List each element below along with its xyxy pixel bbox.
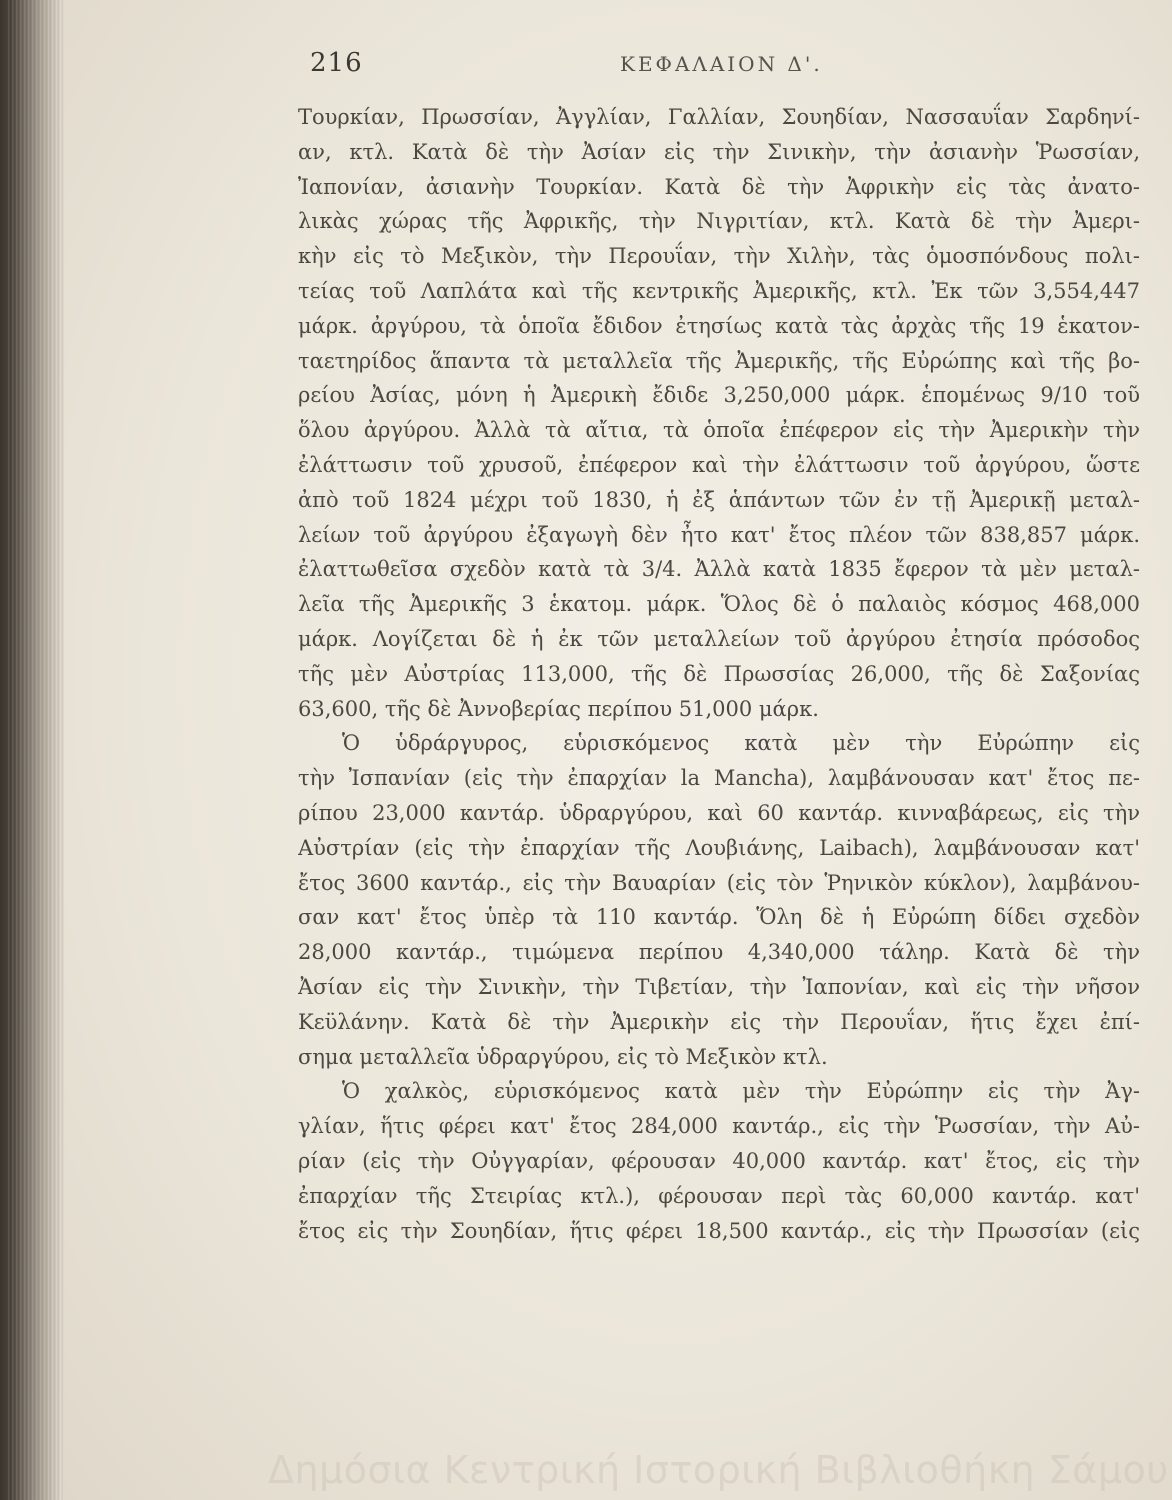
text-line: ἀπὸ τοῦ 1824 μέχρι τοῦ 1830, ἡ ἐξ ἁπάντων τῶν ἐν τῇ Ἀμερικῇ μεταλ- xyxy=(298,487,1140,512)
text-line: Κεϋλάνην. Κατὰ δὲ τὴν Ἀμερικὴν εἰς τὴν Περουΐαν, ἥτις ἔχει ἐπί- xyxy=(298,1009,1140,1034)
text-line: ρίαν (εἰς τὴν Οὐγγαρίαν, φέρουσαν 40,000 καντάρ. κατ' ἔτος, εἰς τὴν xyxy=(298,1148,1140,1173)
text-line: 63,600, τῆς δὲ Ἀννοβερίας περίπου 51,000 μάρκ. xyxy=(298,696,819,721)
text-line: αν, κτλ. Κατὰ δὲ τὴν Ἀσίαν εἰς τὴν Σινικὴν, τὴν ἀσιανὴν Ῥωσσίαν, xyxy=(298,139,1140,164)
text-line: λεῖα τῆς Ἀμερικῆς 3 ἑκατομ. μάρκ. Ὅλος δὲ ὁ παλαιὸς κόσμος 468,000 xyxy=(298,592,1140,617)
text-line: Ὁ ὑδράργυρος, εὑρισκόμενος κατὰ μὲν τὴν Εὐρώπην εἰς xyxy=(342,731,1140,756)
library-watermark: Δημόσια Κεντρική Ιστορική Βιβλιοθήκη Σάμου xyxy=(268,1448,1169,1492)
text-line: κὴν εἰς τὸ Μεξικὸν, τὴν Περουΐαν, τὴν Χιλὴν, τὰς ὁμοσπόνδους πολι- xyxy=(298,244,1140,269)
text-line: ἐλαττωθεῖσα σχεδὸν κατὰ τὰ 3/4. Ἀλλὰ κατὰ 1835 ἔφερον τὰ μὲν μεταλ- xyxy=(298,557,1140,582)
text-line: σαν κατ' ἔτος ὑπὲρ τὰ 110 καντάρ. Ὅλη δὲ ἡ Εὐρώπη δίδει σχεδὸν xyxy=(298,905,1140,930)
running-head: ΚΕΦΑΛΑΙΟΝ Δ'. xyxy=(620,52,823,76)
page-edges xyxy=(8,0,64,1500)
text-line: 28,000 καντάρ., τιμώμενα περίπου 4,340,000 τάληρ. Κατὰ δὲ τὴν xyxy=(298,940,1140,965)
text-line: ὅλου ἀργύρου. Ἀλλὰ τὰ αἴτια, τὰ ὁποῖα ἐπέφερον εἰς τὴν Ἀμερικὴν τὴν xyxy=(298,418,1140,443)
text-line: τὴν Ἰσπανίαν (εἰς τὴν ἐπαρχίαν la Mancha), λαμβάνουσαν κατ' ἔτος πε- xyxy=(298,766,1140,791)
text-line: Αὐστρίαν (εἰς τὴν ἐπαρχίαν τῆς Λουβιάνης, Laibach), λαμβάνουσαν κατ' xyxy=(298,835,1140,860)
text-line: Ἀσίαν εἰς τὴν Σινικὴν, τὴν Τιβετίαν, τὴν Ἰαπονίαν, καὶ εἰς τὴν νῆσον xyxy=(298,974,1140,999)
text-line: μάρκ. ἀργύρου, τὰ ὁποῖα ἔδιδον ἐτησίως κατὰ τὰς ἀρχὰς τῆς 19 ἑκατον- xyxy=(298,313,1140,338)
text-line: Ἰαπονίαν, ἀσιανὴν Τουρκίαν. Κατὰ δὲ τὴν Ἀφρικὴν εἰς τὰς ἀνατο- xyxy=(298,174,1140,199)
text-line: λείων τοῦ ἀργύρου ἐξαγωγὴ δὲν ἦτο κατ' ἔτος πλέον τῶν 838,857 μάρκ. xyxy=(298,522,1140,547)
text-line: ἔτος 3600 καντάρ., εἰς τὴν Βαυαρίαν (εἰς τὸν Ῥηνικὸν κύκλον), λαμβάνου- xyxy=(298,870,1140,895)
text-line: σημα μεταλλεῖα ὑδραργύρου, εἰς τὸ Μεξικὸν κτλ. xyxy=(298,1044,828,1069)
text-line: Τουρκίαν, Πρωσσίαν, Ἀγγλίαν, Γαλλίαν, Σουηδίαν, Νασσαυΐαν Σαρδηνί- xyxy=(298,105,1140,129)
text-line: τείας τοῦ Λαπλάτα καὶ τῆς κεντρικῆς Ἀμερικῆς, κτλ. Ἐκ τῶν 3,554,447 xyxy=(298,278,1140,303)
text-line: ἔτος εἰς τὴν Σουηδίαν, ἥτις φέρει 18,500 καντάρ., εἰς τὴν Πρωσσίαν (εἰς xyxy=(298,1218,1140,1243)
text-line: μάρκ. Λογίζεται δὲ ἡ ἐκ τῶν μεταλλείων τοῦ ἀργύρου ἐτησία πρόσοδος xyxy=(298,626,1140,651)
text-line: ἐπαρχίαν τῆς Στειρίας κτλ.), φέρουσαν περὶ τὰς 60,000 καντάρ. κατ' xyxy=(298,1183,1140,1208)
page-number: 216 xyxy=(310,48,363,78)
text-line: ρείου Ἀσίας, μόνη ἡ Ἀμερικὴ ἔδιδε 3,250,000 μάρκ. ἑπομένως 9/10 τοῦ xyxy=(298,383,1140,408)
text-line: ρίπου 23,000 καντάρ. ὑδραργύρου, καὶ 60 καντάρ. κινναβάρεως, εἰς τὴν xyxy=(298,800,1140,825)
text-line: λικὰς χώρας τῆς Ἀφρικῆς, τὴν Νιγριτίαν, κτλ. Κατὰ δὲ τὴν Ἀμερι- xyxy=(298,209,1140,234)
text-line: Ὁ χαλκὸς, εὑρισκόμενος κατὰ μὲν τὴν Εὐρώπην εἰς τὴν Ἀγ- xyxy=(342,1079,1140,1104)
page-header xyxy=(310,48,1140,88)
text-line: ἐλάττωσιν τοῦ χρυσοῦ, ἐπέφερον καὶ τὴν ἐλάττωσιν τοῦ ἀργύρου, ὥστε xyxy=(298,452,1140,477)
text-line: τῆς μὲν Αὐστρίας 113,000, τῆς δὲ Πρωσσίας 26,000, τῆς δὲ Σαξονίας xyxy=(298,661,1140,686)
text-line: ταετηρίδος ἅπαντα τὰ μεταλλεῖα τῆς Ἀμερικῆς, τῆς Εὐρώπης καὶ τῆς βο- xyxy=(298,348,1140,373)
body-text xyxy=(298,100,1140,1248)
text-line: γλίαν, ἥτις φέρει κατ' ἔτος 284,000 καντάρ., εἰς τὴν Ῥωσσίαν, τὴν Αὐ- xyxy=(298,1114,1140,1139)
